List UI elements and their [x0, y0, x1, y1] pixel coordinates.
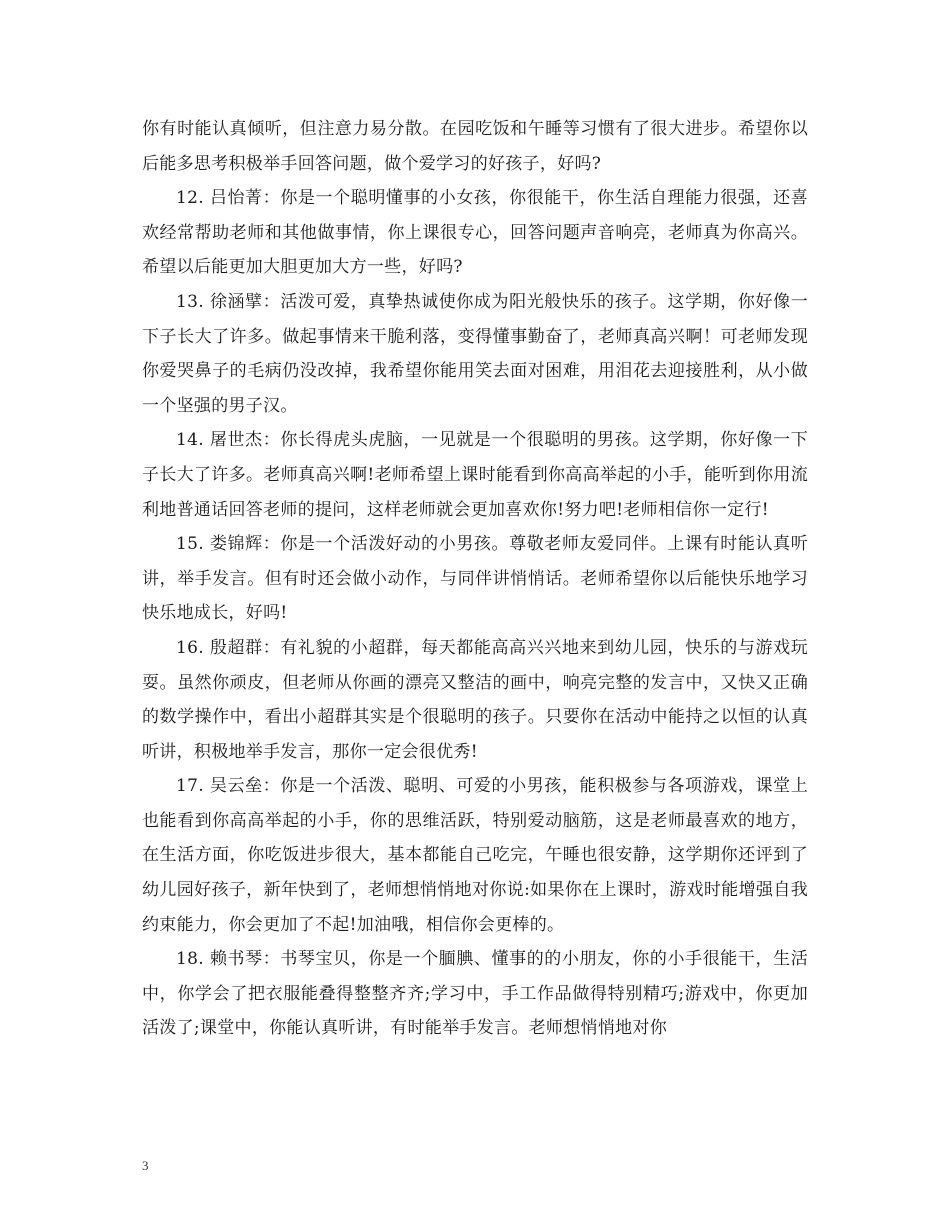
paragraph-item-13: 13. 徐涵擘：活泼可爱，真挚热诚使你成为阳光般快乐的孩子。这学期，你好像一下子长大了许多。做起事情来干脆利落，变得懂事勤奋了，老师真高兴啊！可老师发现你爱哭鼻子的毛病仍没改掉，我希望你能用笑去面对困难，用泪花去迎接胜利，从小做一个坚强的男子汉。 — [142, 291, 808, 416]
paragraph-item-16: 16. 殷超群：有礼貌的小超群，每天都能高高兴兴地来到幼儿园，快乐的与游戏玩耍。虽然你顽皮，但老师从你画的漂亮又整洁的画中，响亮完整的发言中，又快又正确的数学操作中，看出小超群其实是个很聪明的孩子。只要你在活动中能持之以恒的认真听讲，积极地举手发言，那你一定会很优秀! — [142, 637, 808, 762]
document-body — [142, 112, 808, 1046]
page-number: 3 — [142, 1158, 149, 1173]
paragraph-item-15: 15. 娄锦辉：你是一个活泼好动的小男孩。尊敬老师友爱同伴。上课有时能认真听讲，举手发言。但有时还会做小动作，与同伴讲悄悄话。老师希望你以后能快乐地学习快乐地成长，好吗! — [142, 534, 808, 624]
paragraph-item-18: 18. 赖书琴：书琴宝贝，你是一个腼腆、懂事的的小朋友，你的小手很能干，生活中，你学会了把衣服能叠得整整齐齐;学习中，手工作品做得特别精巧;游戏中，你更加活泼了;课堂中，你能认真听讲，有时能举手发言。老师想悄悄地对你 — [142, 949, 808, 1039]
paragraph-item-17: 17. 吴云垒：你是一个活泼、聪明、可爱的小男孩，能积极参与各项游戏，课堂上也能看到你高高举起的小手，你的思维活跃，特别爱动脑筋，这是老师最喜欢的地方，在生活方面，你吃饭进步很大，基本都能自己吃完，午睡也很安静，这学期你还评到了幼儿园好孩子，新年快到了，老师想悄悄地对你说:如果你在上课时，游戏时能增强自我约束能力，你会更加了不起!加油哦，相信你会更棒的。 — [142, 776, 808, 935]
paragraph-item-12: 12. 吕怡菁：你是一个聪明懂事的小女孩，你很能干，你生活自理能力很强，还喜欢经常帮助老师和其他做事情，你上课很专心，回答问题声音响亮，老师真为你高兴。希望以后能更加大胆更加大方一些，好吗? — [142, 188, 808, 278]
paragraph-continuation: 你有时能认真倾听，但注意力易分散。在园吃饭和午睡等习惯有了很大进步。希望你以后能多思考积极举手回答问题，做个爱学习的好孩子，好吗? — [142, 119, 808, 174]
paragraph-item-14: 14. 屠世杰：你长得虎头虎脑，一见就是一个很聪明的男孩。这学期，你好像一下子长大了许多。老师真高兴啊!老师希望上课时能看到你高高举起的小手，能听到你用流利地普通话回答老师的提问，这样老师就会更加喜欢你!努力吧!老师相信你一定行! — [142, 430, 808, 520]
